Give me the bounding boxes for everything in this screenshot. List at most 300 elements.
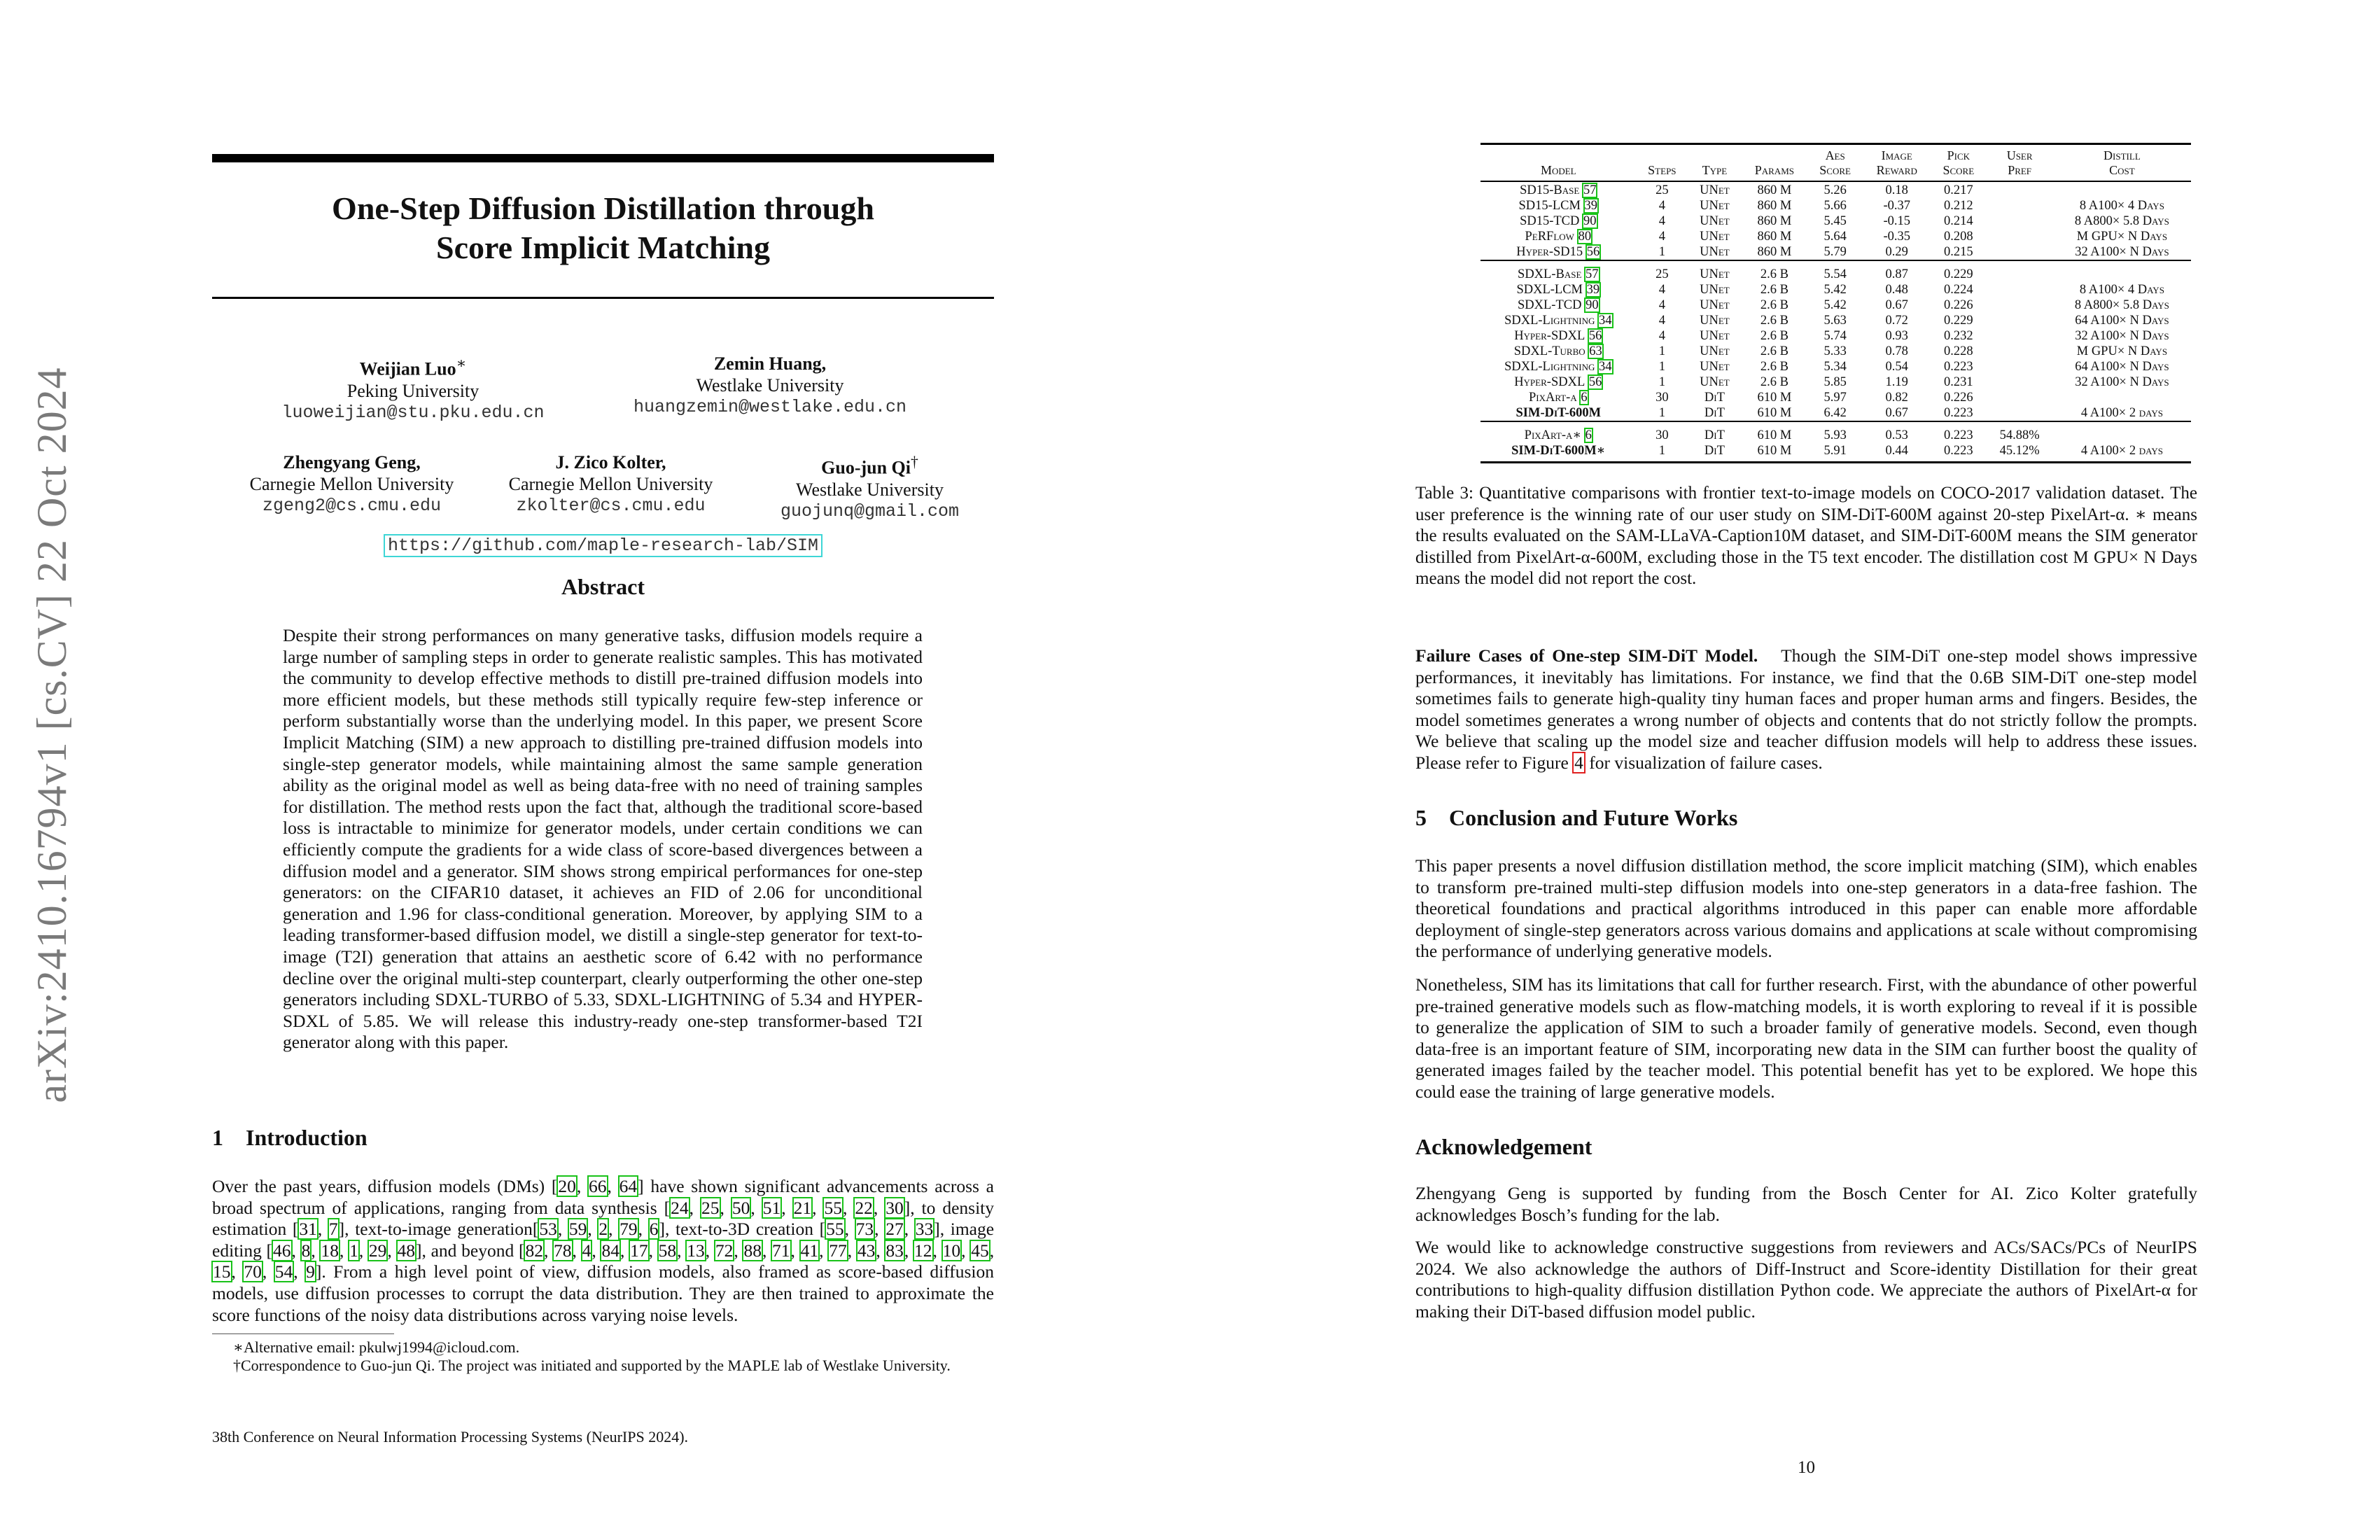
- citation-link[interactable]: 4: [582, 1240, 592, 1261]
- table-header-cell: Image Reward: [1863, 144, 1931, 182]
- table-cell-pref: [1986, 244, 2052, 260]
- table-cell-pref: [1986, 344, 2052, 359]
- table-cell-params: 860 M: [1757, 245, 1792, 259]
- table-cell-aes: 5.45: [1823, 214, 1847, 228]
- table-cell-params: 860 M: [1757, 214, 1792, 228]
- citation-link[interactable]: 57: [1583, 183, 1597, 197]
- table-cell-params: 860 M: [1757, 183, 1792, 197]
- table-cell-aes: 5.42: [1823, 283, 1847, 297]
- citation-link[interactable]: 34: [1599, 360, 1612, 374]
- table-cell-pick: 0.223: [1944, 360, 1973, 374]
- citation-link[interactable]: 79: [620, 1219, 638, 1240]
- citation-link[interactable]: 39: [1586, 283, 1600, 297]
- author-name: Weijian Luo: [359, 358, 456, 379]
- citation-link[interactable]: 88: [743, 1240, 762, 1261]
- citation-link[interactable]: 18: [321, 1240, 339, 1261]
- table-row: [1480, 313, 2191, 328]
- table-cell-ir: -0.35: [1883, 230, 1910, 244]
- model-cell: SDXL-Lightning 34: [1504, 314, 1612, 328]
- table-cell-aes: 5.85: [1823, 375, 1847, 389]
- table-header-cell: Distill Cost: [2053, 144, 2191, 182]
- table-cell-pref: [1986, 282, 2052, 298]
- table-cell-aes: 5.63: [1823, 314, 1847, 328]
- citation-link[interactable]: 63: [1589, 344, 1602, 358]
- table-cell-aes: 5.97: [1823, 391, 1847, 405]
- abstract-text: Despite their strong performances on many generative tasks, diffusion models require a large number of sampling steps in order to generate realistic samples. This has motivated the community to develop effective methods to distill pre-trained diffusion models into more efficient models, but these methods still typically require few-step inference or perform substantially worse than the underlying model. In this paper, we present Score Implicit Matching (SIM) a new approach to distilling pre-trained diffusion models into single-step generator models, while maintaining almost the same sample generation ability as the original model as well as being data-free with no need of training samples for distillation. The method rests upon the fact that, although the traditional score-based loss is intractable to minimize for generator models, under certain conditions we can efficiently compute the gradients for a wide class of score-based divergences between a diffusion model and a generator. SIM shows strong empirical performances for one-step generators: on the CIFAR10 dataset, it achieves an FID of 2.06 for unconditional generation and 1.96 for class-conditional generation. Moreover, by applying SIM to a leading transformer-based diffusion model, we distill a single-step generator for text-to-image (T2I) generation that attains an aesthetic score of 6.42 with no performance decline over the original multi-step counterpart, clearly outperforming the other one-step generators including SDXL-TURBO of 5.33, SDXL-LIGHTNING of 5.34 and HYPER-SDXL of 5.85. We will release this industry-ready one-step transformer-based T2I generator along with this paper.: [283, 625, 923, 1053]
- citation-link[interactable]: 13: [687, 1240, 705, 1261]
- table-cell-aes: 5.66: [1823, 199, 1847, 213]
- table-cell-pref: [1986, 229, 2052, 244]
- table-caption: Table 3: Quantitative comparisons with frontier text-to-image models on COCO-2017 validation dataset. The user preference is the winning rate of our user study on SIM-DiT-600M against 20-step PixelArt-α. ∗ means the results evaluated on the SAM-LLaVA-Caption10M dataset, and SIM-DiT-600M means the SIM generator distilled from PixelArt-α-600M, excluding those in the T5 text encoder. The distillation cost M GPU× N Days means the model did not report the cost.: [1415, 484, 2197, 588]
- citation-link[interactable]: 72: [715, 1240, 734, 1261]
- table-cell-type: UNet: [1700, 360, 1730, 374]
- table-cell-pref: [1986, 405, 2052, 421]
- table-cell-steps: 1: [1658, 375, 1665, 389]
- citation-link[interactable]: 45: [971, 1240, 989, 1261]
- citation-link[interactable]: 84: [601, 1240, 620, 1261]
- model-cell: SDXL-Lightning 34: [1504, 360, 1612, 374]
- table-cell-pick: 0.208: [1944, 230, 1973, 244]
- table-header-cell: Aes Score: [1807, 144, 1863, 182]
- table-cell-pick: 0.228: [1944, 344, 1973, 358]
- title-line-1: One-Step Diffusion Distillation through: [332, 190, 874, 226]
- title-top-rule: [212, 154, 994, 162]
- author-affiliation: Westlake University: [796, 479, 944, 500]
- model-cell: SIM-DiT-600M∗: [1480, 443, 1637, 463]
- conference-note: 38th Conference on Neural Information Processing Systems (NeurIPS 2024).: [212, 1428, 689, 1446]
- table-cell-aes: 5.54: [1807, 260, 1863, 282]
- table-cell-steps: 4: [1658, 329, 1665, 343]
- model-cell: SDXL-LCM 39: [1516, 283, 1600, 297]
- table-header-cell: Pick Score: [1931, 144, 1986, 182]
- table-cell-steps: 1: [1658, 406, 1665, 420]
- citation-link[interactable]: 43: [857, 1240, 876, 1261]
- table-cell-steps: 4: [1658, 298, 1665, 312]
- citation-link[interactable]: 1: [349, 1240, 358, 1261]
- results-table: [1480, 143, 2191, 463]
- table-cell-steps: 1: [1658, 245, 1665, 259]
- table-cell-steps: 4: [1658, 230, 1665, 244]
- citation-link[interactable]: 55: [826, 1219, 844, 1240]
- author-affiliation: Carnegie Mellon University: [249, 474, 454, 494]
- conclusion-paragraph: Nonetheless, SIM has its limitations that call for further research. First, with the abundance of other powerful pre-trained generative models such as flow-matching models, it is worth exploring to reveal if it is possible to generalize the application of SIM to such a broader family of generative models. Second, even though data-free is an important feature of SIM, incorporating new data in the SIM can further boost the quality of generated images failed by the teacher model. This potential benefit has yet to be explored. We hope this could ease the training of large generative models.: [1415, 974, 2197, 1102]
- table-cell-ir: 0.87: [1863, 260, 1931, 282]
- acknowledgement-paragraph: We would like to acknowledge constructive suggestions from reviewers and ACs/SACs/PCs of NeurIPS 2024. We also acknowledge the authors of Diff-Instruct and Score-identity Distillation for their great contributions to high-quality diffusion distillation Python code. We appreciate the authors of PixelArt-α for making their DiT-based diffusion model public.: [1415, 1237, 2197, 1322]
- author-email[interactable]: guojunq@gmail.com: [780, 500, 960, 522]
- table-cell-type: UNet: [1700, 375, 1730, 389]
- table-row: [1480, 260, 2191, 282]
- citation-link[interactable]: 64: [619, 1176, 638, 1196]
- citation-link[interactable]: 55: [824, 1197, 842, 1218]
- table-cell-type: UNet: [1700, 314, 1730, 328]
- table-cell-pref: [1986, 328, 2052, 344]
- table-cell-type: UNet: [1700, 298, 1730, 312]
- table-cell-pref: [1986, 214, 2052, 229]
- citation-link[interactable]: 6: [1581, 391, 1588, 405]
- model-cell: PixArt-α∗ 6: [1480, 421, 1637, 443]
- author-block: [231, 451, 472, 517]
- table-row: [1480, 298, 2191, 313]
- table-cell-cost: [2053, 421, 2191, 443]
- author-mark: ∗: [456, 355, 467, 372]
- conclusion-paragraph: This paper presents a novel diffusion distillation method, the score implicit matching (SIM), which enables to transform pre-trained multi-step diffusion models into one-step generators in a data-free fashion. The theoretical foundations and practical algorithms introduced in this paper can enable more affordable deployment of single-step generators across various domains and applications at scale without compromising the performance of underlying generative models.: [1415, 855, 2197, 962]
- table-header-row: [1480, 144, 2191, 182]
- model-cell: Hyper-SD15 56: [1516, 245, 1600, 259]
- table-cell-type: UNet: [1700, 230, 1730, 244]
- table-cell-cost: [2053, 390, 2191, 405]
- table-cell-pick: 0.229: [1944, 314, 1973, 328]
- table-cell-params: 2.6 B: [1760, 344, 1788, 358]
- table-cell-pick: 0.223: [1944, 406, 1973, 420]
- table-cell-pick: 0.223: [1931, 443, 1986, 463]
- table-cell-cost: 64 A100× N Days: [2075, 360, 2169, 374]
- author-block: [616, 353, 924, 418]
- table-cell-pref: 54.88%: [1986, 421, 2052, 443]
- table-cell-params: 2.6 B: [1760, 314, 1788, 328]
- table-cell-pref: [1986, 298, 2052, 313]
- table-cell-aes: 6.42: [1823, 406, 1847, 420]
- author-block: [749, 451, 990, 522]
- citation-link[interactable]: 56: [1586, 245, 1600, 259]
- citation-link[interactable]: 31: [299, 1219, 317, 1240]
- table-cell-steps: 4: [1658, 314, 1665, 328]
- citation-link[interactable]: 56: [1588, 375, 1602, 389]
- table-cell-pref: [1986, 181, 2052, 198]
- table-cell-steps: 25: [1637, 260, 1688, 282]
- intro-text: . From a high level point of view, diffusion models, also framed as score-based diffusion models, use diffusion processes to corrupt the data distribution. They are then trained to approximate the score functions of the noisy data distributions across varying noise levels.: [212, 1261, 995, 1325]
- model-cell: Hyper-SDXL 56: [1514, 375, 1602, 389]
- table-cell-params: 2.6 B: [1760, 298, 1788, 312]
- intro-text: Over the past years, diffusion models (DMs): [212, 1176, 552, 1196]
- citation-link[interactable]: 57: [1586, 267, 1599, 281]
- table-cell-params: 2.6 B: [1760, 283, 1788, 297]
- citation-link[interactable]: 90: [1586, 298, 1599, 312]
- intro-text: , and beyond: [421, 1240, 519, 1261]
- table-cell-aes: 5.26: [1823, 183, 1847, 197]
- table-cell-pref: [1986, 198, 2052, 214]
- table-cell-params: 610 M: [1757, 391, 1792, 405]
- section-title: Introduction: [246, 1125, 368, 1150]
- table-cell-cost: M GPU× N Days: [2076, 344, 2168, 358]
- intro-text: , text-to-3D creation: [664, 1219, 820, 1240]
- table-cell-pref: [1986, 313, 2052, 328]
- table-row: [1480, 421, 2191, 443]
- table-header-cell: Steps: [1637, 144, 1688, 182]
- table-cell-steps: 1: [1658, 344, 1665, 358]
- table-row: [1480, 198, 2191, 214]
- citation-link[interactable]: 46: [273, 1240, 291, 1261]
- title-bottom-rule: [212, 297, 994, 299]
- author-affiliation: Peking University: [346, 380, 479, 401]
- table-cell-steps: 1: [1658, 360, 1665, 374]
- citation-link[interactable]: 34: [1599, 314, 1612, 328]
- table-cell-params: 610 M: [1742, 421, 1807, 443]
- table-cell-ir: 0.53: [1863, 421, 1931, 443]
- table-cell-pick: 0.215: [1944, 245, 1973, 259]
- citation-link[interactable]: 20: [558, 1176, 576, 1196]
- intro-text: , to density estimation: [212, 1197, 995, 1240]
- table-cell-type: DiT: [1688, 443, 1742, 463]
- table-row: [1480, 359, 2191, 374]
- table-row: [1480, 181, 2191, 198]
- section-number: 1: [212, 1125, 223, 1150]
- table-cell-type: UNet: [1700, 344, 1730, 358]
- citation-link[interactable]: 24: [671, 1197, 689, 1218]
- table-row: [1480, 344, 2191, 359]
- citation-link[interactable]: 6: [649, 1219, 659, 1240]
- citation-link[interactable]: 51: [762, 1197, 781, 1218]
- author-name: Zhengyang Geng,: [283, 452, 421, 472]
- table-row: [1480, 244, 2191, 260]
- citation-link[interactable]: 71: [772, 1240, 790, 1261]
- table-cell-cost: 8 A100× 4 Days: [2079, 199, 2164, 213]
- table-cell-aes: 5.91: [1807, 443, 1863, 463]
- author-block: [280, 353, 546, 424]
- table-cell-ir: 1.19: [1885, 375, 1908, 389]
- table-cell-type: DiT: [1704, 406, 1725, 420]
- table-header-cell: Model: [1480, 144, 1637, 182]
- figure-reference[interactable]: 4: [1574, 752, 1583, 773]
- model-cell: Hyper-SDXL 56: [1514, 329, 1602, 343]
- arxiv-stamp: arXiv:2410.16794v1 [cs.CV] 22 Oct 2024: [29, 367, 75, 1103]
- model-cell: SDXL-TCD 90: [1517, 298, 1599, 312]
- citation-link[interactable]: 83: [886, 1240, 904, 1261]
- citation-link[interactable]: 41: [800, 1240, 819, 1261]
- table-cell-ir: 0.54: [1885, 360, 1908, 374]
- citation-link[interactable]: 80: [1578, 230, 1592, 244]
- table-cell-steps: 25: [1656, 183, 1669, 197]
- table-cell-cost: 64 A100× N Days: [2075, 314, 2169, 328]
- table-cell-cost: 32 A100× N Days: [2075, 329, 2169, 343]
- table-cell-pick: 0.231: [1944, 375, 1973, 389]
- citation-link[interactable]: 8: [301, 1240, 311, 1261]
- table-cell-aes: 5.74: [1823, 329, 1847, 343]
- citation-link[interactable]: 50: [732, 1197, 750, 1218]
- results-table-wrap: [1480, 143, 2194, 463]
- paper-title: [212, 189, 994, 267]
- citation-link[interactable]: 6: [1585, 428, 1592, 442]
- citation-link[interactable]: 9: [306, 1261, 315, 1282]
- table-cell-ir: -0.15: [1883, 214, 1910, 228]
- table-cell-steps: 4: [1658, 283, 1665, 297]
- table-cell-type: UNet: [1688, 260, 1742, 282]
- table-row: [1480, 443, 2191, 463]
- table-cell-aes: 5.33: [1823, 344, 1847, 358]
- table-cell-ir: 0.29: [1885, 245, 1908, 259]
- table-cell-type: UNet: [1700, 214, 1730, 228]
- table-row: [1480, 282, 2191, 298]
- intro-heading: [212, 1125, 994, 1151]
- table-cell-cost: 8 A800× 5.8 Days: [2074, 214, 2169, 228]
- table-header-cell: User Pref: [1986, 144, 2052, 182]
- citation-link[interactable]: 73: [855, 1219, 874, 1240]
- table-cell-ir: 0.44: [1863, 443, 1931, 463]
- intro-paragraph: Over the past years, diffusion models (DMs) [20, 66, 64] have shown significant advancements across a broad spectrum of applications, ranging from data synthesis [24, 25, 50, 51, 21, 55, 22, 30], to density estimation [31, 7], text-to-image generation[53, 59, 2, 79, 6], text-to-3D creation [55, 73, 27, 33], image editing [46, 8, 18, 1, 29, 48], and beyond [82, 78, 4, 84, 17, 58, 13, 72, 88, 71, 41, 77, 43, 83, 12, 10, 45, 15, 70, 54, 9]. From a high level point of view, diffusion models, also framed as score-based diffusion models, use diffusion processes to corrupt the data distribution. They are then trained to approximate the score functions of the noisy data distributions across varying noise levels.: [212, 1176, 995, 1325]
- author-name: J. Zico Kolter,: [555, 452, 666, 472]
- table-cell-type: DiT: [1704, 391, 1725, 405]
- table-cell-ir: 0.48: [1885, 283, 1908, 297]
- table-cell-ir: 0.78: [1885, 344, 1908, 358]
- model-cell: SDXL-Base 57: [1480, 260, 1637, 282]
- table-cell-params: 610 M: [1757, 406, 1792, 420]
- table-cell-steps: 4: [1658, 199, 1665, 213]
- model-cell: SDXL-Turbo 63: [1513, 344, 1602, 358]
- citation-link[interactable]: 54: [274, 1261, 293, 1282]
- failure-text: Though the SIM-DiT one-step model shows impressive performances, it inevitably has limitations. For instance, we find that the 0.6B SIM-DiT one-step model sometimes fails to generate high-quality tiny human faces and proper human arms and fingers. Besides, the model sometimes generates a wrong number of objects and contents that do not strictly follow the prompts. We believe that scaling up the model size and teacher diffusion models will help to address these issues. Please refer to Figure: [1415, 645, 2197, 773]
- table-cell-pick: 0.229: [1931, 260, 1986, 282]
- author-name: Zemin Huang,: [713, 354, 827, 374]
- table-row: [1480, 374, 2191, 390]
- citation-link[interactable]: 27: [886, 1219, 904, 1240]
- citation-link[interactable]: 12: [914, 1240, 932, 1261]
- model-cell: SD15-LCM 39: [1518, 199, 1598, 213]
- table-cell-cost: 8 A100× 4 Days: [2079, 283, 2164, 297]
- table-cell-pick: 0.217: [1944, 183, 1973, 197]
- failure-heading: Failure Cases of One-step SIM-DiT Model.: [1415, 645, 1758, 666]
- table-cell-pick: 0.232: [1944, 329, 1973, 343]
- citation-link[interactable]: 17: [630, 1240, 648, 1261]
- acknowledgement-paragraph: Zhengyang Geng is supported by funding from the Bosch Center for AI. Zico Kolter gratefully acknowledges Bosch’s funding for the lab.: [1415, 1183, 2197, 1225]
- author-email[interactable]: zkolter@cs.cmu.edu: [516, 496, 706, 516]
- repo-link[interactable]: https://github.com/maple-research-lab/SIM: [384, 534, 822, 557]
- model-cell: PixArt-α 6: [1528, 391, 1588, 405]
- footnotes: [212, 1338, 994, 1375]
- citation-link[interactable]: 22: [855, 1197, 873, 1218]
- table-cell-aes: 5.79: [1823, 245, 1847, 259]
- table-cell-ir: 0.72: [1885, 314, 1908, 328]
- title-line-2: Score Implicit Matching: [436, 230, 770, 265]
- table-cell-aes: 5.34: [1823, 360, 1847, 374]
- table-cell-ir: 0.93: [1885, 329, 1908, 343]
- citation-link[interactable]: 56: [1588, 329, 1602, 343]
- table-cell-cost: 32 A100× N Days: [2075, 245, 2169, 259]
- table-cell-pref: [1986, 390, 2052, 405]
- table-cell-params: 610 M: [1742, 443, 1807, 463]
- table-cell-params: 2.6 B: [1760, 360, 1788, 374]
- table-cell-pick: 0.224: [1944, 283, 1973, 297]
- citation-link[interactable]: 58: [658, 1240, 677, 1261]
- abstract-heading: Abstract: [561, 574, 645, 599]
- table-cell-type: UNet: [1700, 245, 1730, 259]
- table-cell-params: 2.6 B: [1760, 375, 1788, 389]
- section-title: Conclusion and Future Works: [1449, 805, 1738, 830]
- footnote: ∗Alternative email: pkulwj1994@icloud.com.: [233, 1338, 520, 1356]
- table-cell-pref: [1986, 260, 2052, 282]
- citation-link[interactable]: 48: [397, 1240, 416, 1261]
- citation-link[interactable]: 78: [554, 1240, 572, 1261]
- model-cell: SD15-Base 57: [1520, 183, 1597, 197]
- table-cell-type: UNet: [1700, 283, 1730, 297]
- citation-link[interactable]: 29: [368, 1240, 387, 1261]
- citation-link[interactable]: 53: [539, 1219, 557, 1240]
- citation-link[interactable]: 15: [213, 1261, 231, 1282]
- intro-text: , image editing: [212, 1219, 995, 1261]
- author-name: Guo-jun Qi: [821, 457, 911, 478]
- table-cell-params: 860 M: [1757, 199, 1792, 213]
- citation-link[interactable]: 30: [886, 1197, 904, 1218]
- table-cell-cost: M GPU× N Days: [2076, 230, 2168, 244]
- table-cell-steps: 1: [1637, 443, 1688, 463]
- model-cell: PeRFlow 80: [1525, 230, 1592, 244]
- table-cell-pick: 0.226: [1944, 298, 1973, 312]
- author-email[interactable]: huangzemin@westlake.edu.cn: [633, 397, 907, 417]
- citation-link[interactable]: 33: [915, 1219, 934, 1240]
- conclusion-heading: [1415, 805, 2197, 831]
- table-row: [1480, 229, 2191, 244]
- citation-link[interactable]: 77: [829, 1240, 847, 1261]
- citation-link[interactable]: 21: [793, 1197, 812, 1218]
- citation-link[interactable]: 90: [1583, 214, 1597, 228]
- table-cell-type: DiT: [1688, 421, 1742, 443]
- model-cell: SIM-DiT-600M: [1516, 406, 1602, 420]
- table-cell-steps: 30: [1656, 391, 1669, 405]
- table-header-cell: Params: [1742, 144, 1807, 182]
- citation-link[interactable]: 2: [598, 1219, 608, 1240]
- author-block: [490, 451, 732, 517]
- table-cell-cost: 32 A100× N Days: [2075, 375, 2169, 389]
- table-row: [1480, 214, 2191, 229]
- footnote: †Correspondence to Guo-jun Qi. The project was initiated and supported by the MAPLE lab of Westlake University.: [233, 1357, 951, 1374]
- citation-link[interactable]: 66: [589, 1176, 607, 1196]
- table-cell-steps: 30: [1637, 421, 1688, 443]
- intro-text: have shown significant advancements across a broad spectrum of applications, ranging from data synthesis: [212, 1176, 994, 1218]
- table-cell-pref: [1986, 374, 2052, 390]
- table-cell-aes: 5.64: [1823, 230, 1847, 244]
- table-cell-cost: 4 A100× 2 days: [2053, 443, 2191, 463]
- model-cell: SD15-TCD 90: [1520, 214, 1597, 228]
- table-header-cell: Type: [1688, 144, 1742, 182]
- table-cell-cost: [2053, 181, 2191, 198]
- citation-link[interactable]: 7: [328, 1219, 338, 1240]
- table-cell-ir: 0.18: [1885, 183, 1908, 197]
- citation-link[interactable]: 10: [942, 1240, 961, 1261]
- citation-link[interactable]: 70: [244, 1261, 262, 1282]
- table-cell-pick: 0.214: [1944, 214, 1973, 228]
- table-cell-aes: 5.42: [1823, 298, 1847, 312]
- author-email[interactable]: luoweijian@stu.pku.edu.cn: [281, 402, 545, 423]
- table-cell-steps: 4: [1658, 214, 1665, 228]
- table-cell-cost: 4 A100× 2 days: [2080, 406, 2163, 420]
- page-number: 10: [1798, 1458, 1815, 1477]
- table-row: [1480, 405, 2191, 421]
- author-email[interactable]: zgeng2@cs.cmu.edu: [262, 496, 442, 516]
- table-row: [1480, 328, 2191, 344]
- table-cell-pick: 0.226: [1944, 391, 1973, 405]
- table-cell-pick: 0.212: [1944, 199, 1973, 213]
- citation-link[interactable]: 25: [701, 1197, 720, 1218]
- intro-text: , text-to-image generation: [344, 1219, 533, 1240]
- citation-link[interactable]: 82: [525, 1240, 543, 1261]
- failure-text: for visualization of failure cases.: [1584, 752, 1823, 773]
- table-row: [1480, 390, 2191, 405]
- citation-link[interactable]: 59: [568, 1219, 587, 1240]
- table-cell-pick: 0.223: [1931, 421, 1986, 443]
- table-cell-type: UNet: [1700, 329, 1730, 343]
- section-number: 5: [1415, 805, 1427, 830]
- table-cell-cost: [2053, 260, 2191, 282]
- citation-link[interactable]: 39: [1584, 199, 1598, 213]
- table-cell-params: 2.6 B: [1760, 329, 1788, 343]
- table-cell-ir: 0.82: [1885, 391, 1908, 405]
- acknowledgement-heading: Acknowledgement: [1415, 1134, 1592, 1159]
- table-cell-params: 860 M: [1757, 230, 1792, 244]
- repo-link-row: [212, 536, 994, 556]
- table-cell-type: UNet: [1700, 199, 1730, 213]
- author-mark: †: [911, 454, 918, 470]
- table-cell-ir: 0.67: [1885, 298, 1908, 312]
- table-cell-ir: 0.67: [1885, 406, 1908, 420]
- author-affiliation: Carnegie Mellon University: [508, 474, 713, 494]
